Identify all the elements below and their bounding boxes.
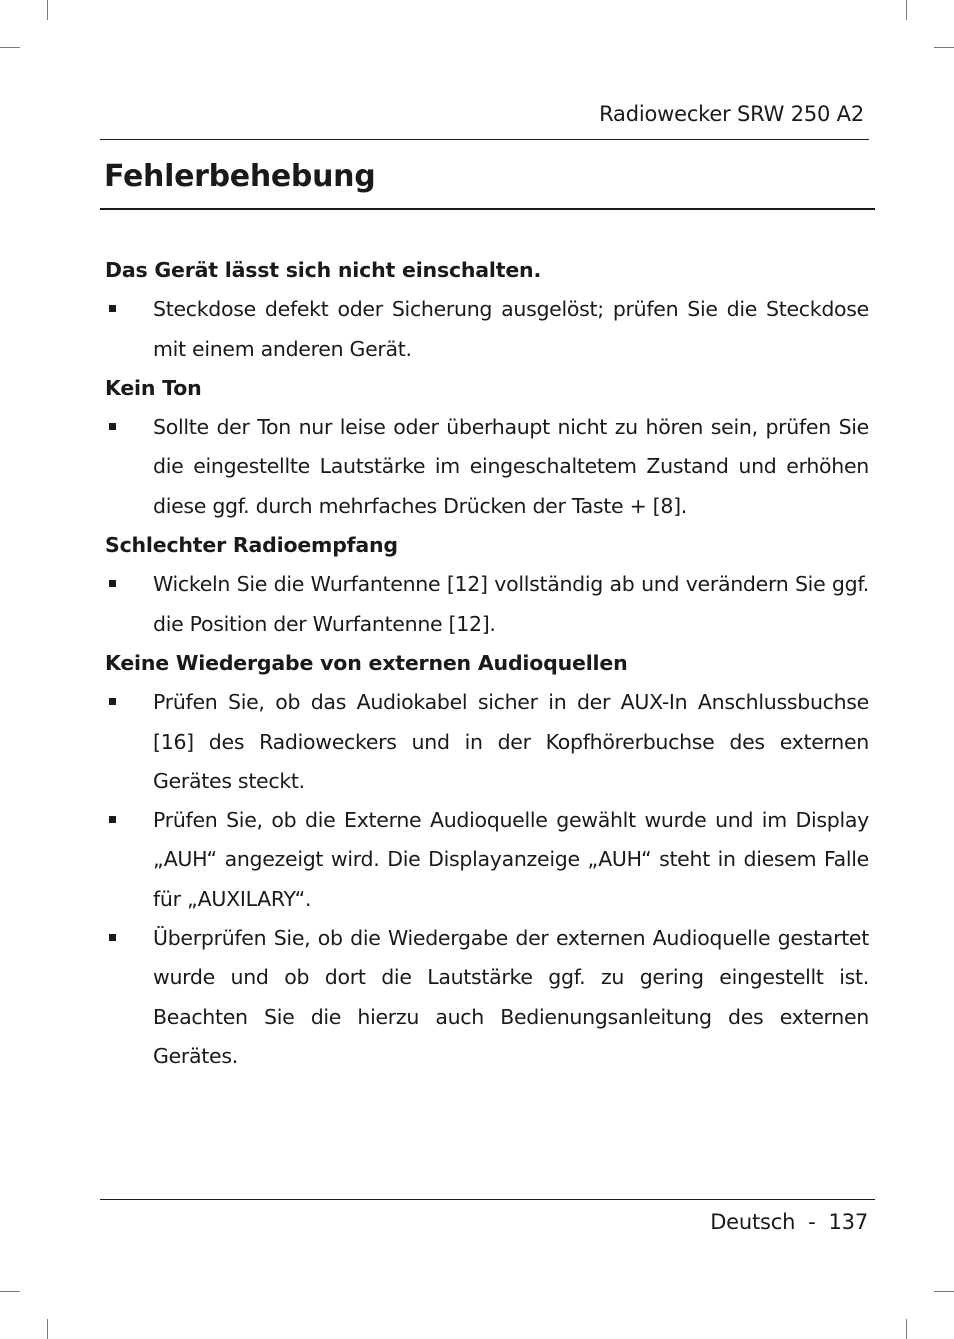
section-no-external-audio	[105, 644, 869, 1076]
crop-mark	[906, 0, 907, 20]
crop-mark	[47, 1319, 48, 1339]
square-bullet-icon	[109, 816, 116, 823]
page-footer: Deutsch - 137	[710, 1210, 868, 1234]
list-item-text: Überprüfen Sie, ob die Wiedergabe der externen Audioquelle gestartet wurde und ob dort die Lautstärke ggf. zu gering eingestellt ist. Beachten Sie die hierzu auch Bedienungsanleitung des externen Gerätes.	[153, 926, 869, 1068]
list-item	[105, 565, 869, 644]
running-header: Radiowecker SRW 250 A2	[599, 102, 864, 126]
page-title: Fehlerbehebung	[104, 159, 376, 194]
crop-mark	[47, 0, 48, 20]
list-item	[105, 801, 869, 919]
crop-mark	[934, 1291, 954, 1292]
square-bullet-icon	[109, 580, 116, 587]
square-bullet-icon	[109, 305, 116, 312]
troubleshooting-content	[105, 251, 869, 1076]
section-heading: Schlechter Radioempfang	[105, 533, 398, 558]
square-bullet-icon	[109, 423, 116, 430]
square-bullet-icon	[109, 698, 116, 705]
section-heading: Kein Ton	[105, 375, 202, 400]
list-item-text: Prüfen Sie, ob das Audiokabel sicher in der AUX-In Anschlussbuchse [16] des Radioweckers und in der Kopfhörerbuchse des externen Gerätes steckt.	[153, 690, 869, 793]
footer-rule	[100, 1199, 875, 1200]
crop-mark	[0, 47, 20, 48]
section-no-sound	[105, 369, 869, 526]
list-item-text: Wickeln Sie die Wurfantenne [12] vollständig ab und verändern Sie ggf. die Position der Wurfantenne [12].	[153, 572, 869, 636]
section-heading: Keine Wiedergabe von externen Audioquellen	[105, 650, 628, 675]
square-bullet-icon	[109, 934, 116, 941]
crop-mark	[906, 1319, 907, 1339]
crop-mark	[934, 47, 954, 48]
list-item	[105, 290, 869, 369]
list-item-text: Prüfen Sie, ob die Externe Audioquelle gewählt wurde und im Display „AUH“ angezeigt wird. Die Displayanzeige „AUH“ steht in diesem Falle für „AUXILARY“.	[153, 808, 869, 911]
list-item	[105, 683, 869, 801]
list-item	[105, 408, 869, 526]
section-heading: Das Gerät lässt sich nicht einschalten.	[105, 258, 542, 282]
list-item-text: Steckdose defekt oder Sicherung ausgelöst; prüfen Sie die Steckdose mit einem anderen Gerät.	[153, 297, 869, 361]
list-item	[105, 919, 869, 1076]
title-rule	[100, 208, 875, 210]
list-item-text: Sollte der Ton nur leise oder überhaupt nicht zu hören sein, prüfen Sie die eingestellte Lautstärke im eingeschaltetem Zustand und erhöhen diese ggf. durch mehrfaches Drücken der Taste + [8].	[153, 415, 869, 518]
crop-mark	[0, 1291, 20, 1292]
section-poor-reception	[105, 526, 869, 644]
section-no-power	[105, 251, 869, 369]
header-rule	[100, 139, 869, 140]
